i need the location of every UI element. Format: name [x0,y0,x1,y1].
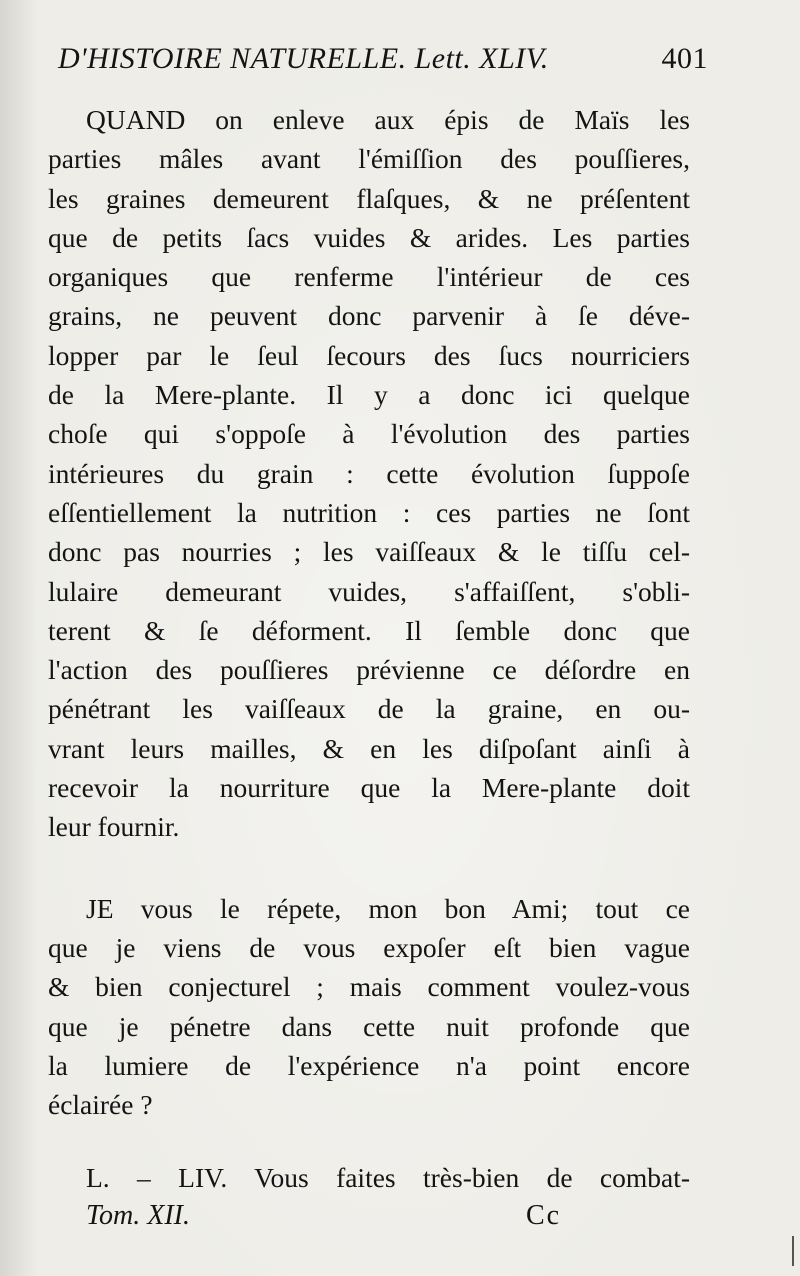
text-line: eſſentiellement la nutrition : ces parties ne ſont [48,496,690,528]
page-edge-mark [792,1236,794,1266]
text-line: lopper par le ſeul ſecours des ſucs nourriciers [48,339,690,371]
text-line: parties mâles avant l'émiſſion des pouſſieres, [48,143,690,175]
text-line: les graines demeurent flaſques, & ne préſentent [48,182,690,214]
text-line: intérieures du grain : cette évolution ſuppoſe [48,457,690,489]
running-head [58,42,708,82]
text-line: donc pas nourries ; les vaiſſeaux & le tiſſu cel- [48,536,690,568]
text-line: choſe qui s'oppoſe à l'évolution des parties [48,418,690,450]
text-line: & bien conjecturel ; mais comment voulez-vous [48,971,690,1003]
text-line: organiques que renferme l'intérieur de ces [48,261,690,293]
volume-label: Tom. XII. [86,1200,190,1231]
text-line: grains, ne peuvent donc parvenir à ſe déve- [48,300,690,332]
page-footer [86,1200,606,1240]
text-line: JE vous le répete, mon bon Ami; tout ce [86,892,690,924]
main-text [48,100,690,1198]
text-line: que je pénetre dans cette nuit profonde que [48,1010,690,1042]
text-line: leur fournir. [48,811,180,843]
text-line: QUAND on enleve aux épis de Maïs les [86,104,690,135]
text-line: lulaire demeurant vuides, s'affaiſſent, s'obli- [48,575,690,607]
text-line: L. – LIV. Vous faites très-bien de combat- [86,1162,690,1194]
signature-mark: Cc [526,1200,562,1231]
paragraph-2 [48,889,690,1125]
gutter-shadow [0,0,38,1276]
text-line: recevoir la nourriture que la Mere-plante doit [48,772,690,804]
text-line: que de petits ſacs vuides & arides. Les parties [48,221,690,253]
text-line: terent & ſe déforment. Il ſemble donc que [48,614,690,646]
text-line: vrant leurs mailles, & en les diſpoſant ainſi à [48,732,690,764]
paragraph-1 [48,100,690,847]
paragraph-3 [48,1158,690,1197]
text-line: la lumiere de l'expérience n'a point encore [48,1049,690,1081]
paragraph-gap [48,1124,690,1158]
text-line: que je viens de vous expoſer eſt bien vague [48,931,690,963]
text-line: éclairée ? [48,1089,153,1121]
running-title: D'HISTOIRE NATURELLE. Lett. XLIV. [58,42,549,75]
page-number: 401 [661,42,708,75]
text-line: de la Mere-plante. Il y a donc ici quelque [48,379,690,411]
text-line: l'action des pouſſieres prévienne ce déſordre en [48,654,690,686]
text-line: pénétrant les vaiſſeaux de la graine, en ou- [48,693,690,725]
paragraph-gap [48,847,690,889]
